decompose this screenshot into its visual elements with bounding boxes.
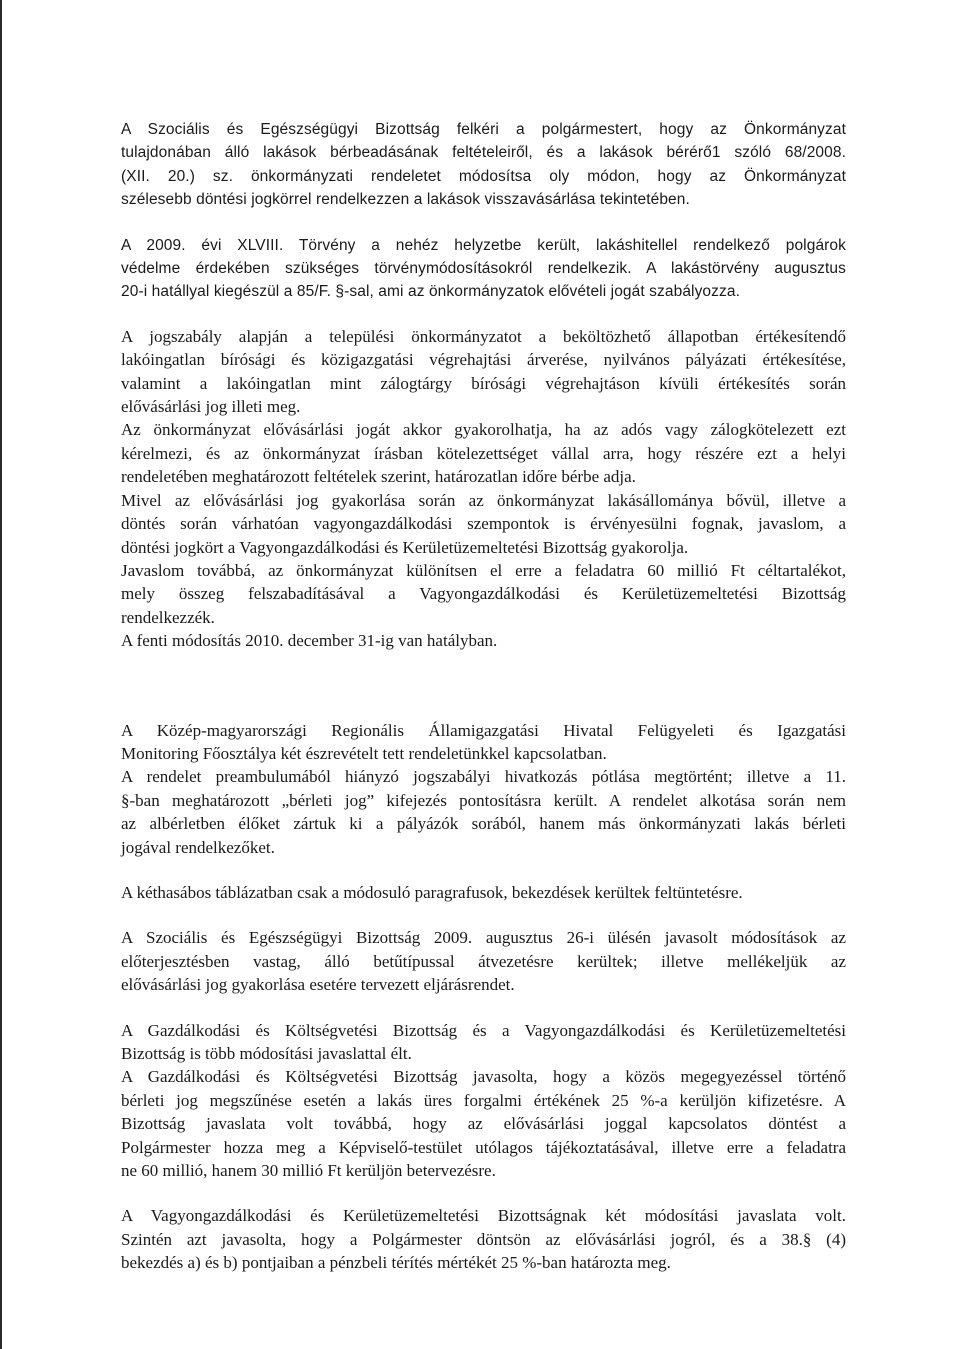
paragraph-committee-request [121,118,846,212]
text-line: döntési jogkört a Vagyongazdálkodási és Kerületüzemeltetési Bizottság gyakorolja. [121,537,689,557]
text-line: mely összeg felszabadításával a Vagyongazdálkodási és Kerületüzemeltetési Bizottság [121,584,846,604]
text-line: Javaslom továbbá, az önkormányzat különítsen el erre a feladatra 60 millió Ft céltartalékot, [121,560,846,580]
text-line: A kéthasábos táblázatban csak a módosuló paragrafusok, bekezdések kerültek feltüntetésre. [121,882,743,902]
text-line: jogával rendelkezőket. [121,837,275,857]
text-line: A Közép-magyarországi Regionális Államigazgatási Hivatal Felügyeleti és Igazgatási [121,720,846,740]
paragraph-budget-committee-proposal [121,1065,846,1182]
text-line: bekezdés a) és b) pontjaiban a pénzbeli térítés mértékét 25 %-ban határozta meg. [121,1253,671,1273]
text-line: Bizottság is több módosítási javaslattal élt. [121,1044,412,1063]
text-line: elővásárlási jog gyakorlása esetére tervezett eljárásrendet. [121,975,515,995]
text-line: A jogszabály alapján a települési önkormányzatot a beköltözhető állapotban értékesítendő [121,326,846,346]
text-line: ne 60 millió, hanem 30 millió Ft kerüljön betervezésre. [121,1161,496,1181]
paragraph-social-committee [121,926,846,996]
paragraph-regional-office [121,719,846,766]
text-line: tulajdonában álló lakások bérbeadásának feltételeiről, és a lakások bérérő1 szóló 68/2008. [121,144,846,162]
paragraph-preemption-conditions [121,418,846,488]
paragraph-reserve-fund [121,559,846,629]
text-line: az albérletben élőket zártuk ki a pályázók sorából, hanem más önkormányzati lakás bérleti [121,814,846,834]
document-page [121,118,846,1275]
text-line: lakóingatlan bírósági és közigazgatási végrehajtási árverése, nyilvános pályázati értékesítése, [121,350,846,370]
text-line: Szintén azt javasolta, hogy a Polgármester döntsön az elővásárlási jogról, és a 38.§ (4) [121,1229,846,1249]
text-line: bérleti jog megszűnése esetén a lakás üres forgalmi értékének 25 %-a kerüljön kifizetésre. A [121,1090,846,1110]
text-line: valamint a lakóingatlan mint zálogtárgy bírósági végrehajtáson kívüli értékesítés során [121,373,846,393]
text-line: döntés során várhatóan vagyongazdálkodási szempontok is érvényesülni fognak, javaslom, a [121,514,846,534]
text-line: Bizottság javaslata volt továbbá, hogy az elővásárlási joggal kapcsolatos döntést a [121,1114,846,1134]
paragraph-two-column-table [121,881,846,904]
text-line: A Szociális és Egészségügyi Bizottság felkéri a polgármestert, hogy az Önkormányzat [121,121,846,138]
paragraph-budget-committees [121,1019,846,1066]
paragraph-preamble-fix [121,765,846,859]
text-line: előterjesztésben vastag, álló betűtípussal átvezetésre kerültek; illetve mellékeljük az [121,951,846,971]
text-line: rendeletében meghatározott feltételek szerint, határozatlan időre bérbe adja. [121,467,636,487]
text-line: Polgármester hozza meg a Képviselő-testület utólagos tájékoztatásával, illetve erre a feladatra [121,1137,846,1157]
text-line: A Vagyongazdálkodási és Kerületüzemeltetési Bizottságnak két módosítási javaslata volt. [121,1206,846,1226]
paragraph-legal-basis [121,325,846,419]
text-line: kérelmezi, és az önkormányzat írásban kötelezettséget vállal arra, hogy részére ezt a helyi [121,443,846,463]
paragraph-law-2009 [121,234,846,304]
paragraph-proposal-committee [121,489,846,559]
text-line: A Gazdálkodási és Költségvetési Bizottság javasolta, hogy a közös megegyezéssel történő [121,1067,846,1087]
text-line: (XII. 20.) sz. önkormányzati rendeletet módosítsa oly módon, hogy az Önkormányzat [121,167,846,185]
text-line: A Szociális és Egészségügyi Bizottság 2009. augusztus 26-i ülésén javasolt módosítások az [121,928,846,948]
text-line: A 2009. évi XLVIII. Törvény a nehéz helyzetbe került, lakáshitellel rendelkező polgárok [121,236,846,254]
text-line: A Gazdálkodási és Költségvetési Bizottság és a Vagyongazdálkodási és Kerületüzemeltetési [121,1020,846,1040]
text-line: rendelkezzék. [121,607,215,627]
text-line: A fenti módosítás 2010. december 31-ig van hatályban. [121,631,498,651]
paragraph-property-committee [121,1204,846,1274]
text-line: Az önkormányzat elővásárlási jogát akkor gyakorolhatja, ha az adós vagy zálogkötelezett ezt [121,420,846,440]
text-line: 20-i hatállyal kiegészül a 85/F. §-sal, ami az önkormányzatok elővételi jogát szabályozza. [121,283,740,301]
text-line: A rendelet preambulumából hiányzó jogszabályi hivatkozás pótlása megtörtént; illetve a 11. [121,767,846,787]
text-line: Monitoring Főosztálya két észrevételt tett rendeletünkkel kapcsolatban. [121,743,607,763]
text-line: Mivel az elővásárlási jog gyakorlása során az önkormányzat lakásállománya bővül, illetve a [121,490,846,510]
text-line: elővásárlási jog illeti meg. [121,397,301,417]
text-line: szélesebb döntési jogkörrel rendelkezzen a lakások visszavásárlása tekintetében. [121,191,690,209]
scan-edge-line [0,0,2,1349]
text-line: §-ban meghatározott „bérleti jog” kifejezés pontosításra került. A rendelet alkotása során nem [121,790,846,810]
paragraph-validity [121,629,846,652]
text-line: védelme érdekében szükséges törvénymódosításokról rendelkezik. A lakástörvény augusztus [121,260,846,278]
